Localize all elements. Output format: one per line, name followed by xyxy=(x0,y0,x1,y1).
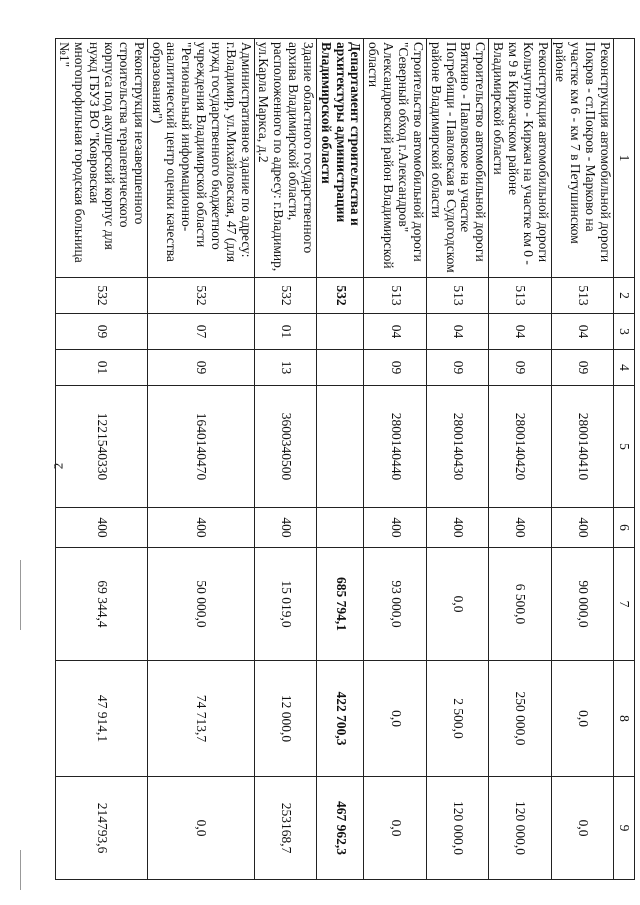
column-header: 1 xyxy=(614,39,635,278)
column-header: 5 xyxy=(614,386,635,508)
expense-type-cell: 400 xyxy=(426,508,488,548)
expense-type-cell: 400 xyxy=(489,508,551,548)
section-code-cell xyxy=(316,314,364,350)
table-row xyxy=(489,39,551,880)
object-name-cell: Строительство автомобильной дороги Вяткино - Павловское на участке Погребищи - Павловская в Судогодском районе Владимирской области xyxy=(426,39,488,278)
amount-cell-col7: 6 500,0 xyxy=(489,548,551,661)
amount-cell-col8: 0,0 xyxy=(364,661,426,777)
ministry-code-cell: 532 xyxy=(55,278,147,314)
column-header: 9 xyxy=(614,777,635,880)
scan-edge-mark xyxy=(20,850,21,890)
subsection-code-cell: 09 xyxy=(489,350,551,386)
expense-type-cell: 400 xyxy=(364,508,426,548)
department-total-row xyxy=(316,39,364,880)
department-name-cell: Департамент строительства и архитектуры администрации Владимирской области xyxy=(316,39,364,278)
scan-edge-mark xyxy=(20,560,21,630)
amount-cell-col9: 0,0 xyxy=(147,777,254,880)
table-row xyxy=(551,39,613,880)
amount-cell-col7: 50 000,0 xyxy=(147,548,254,661)
target-article-cell: 1221540330 xyxy=(55,386,147,508)
table-row xyxy=(254,39,316,880)
amount-cell-col7: 69 344,4 xyxy=(55,548,147,661)
expense-type-cell: 400 xyxy=(55,508,147,548)
expense-type-cell: 400 xyxy=(147,508,254,548)
section-code-cell: 04 xyxy=(551,314,613,350)
amount-cell-col8: 0,0 xyxy=(551,661,613,777)
amount-cell-col7: 90 000,0 xyxy=(551,548,613,661)
target-article-cell: 1640140470 xyxy=(147,386,254,508)
ministry-code-cell: 513 xyxy=(551,278,613,314)
column-header: 3 xyxy=(614,314,635,350)
subsection-code-cell: 09 xyxy=(551,350,613,386)
amount-cell-col9: 253168,7 xyxy=(254,777,316,880)
amount-cell-col9: 467 962,3 xyxy=(316,777,364,880)
amount-cell-col9: 0,0 xyxy=(551,777,613,880)
object-name-cell: Здание областного государственного архива Владимирской области, расположенного по адресу: г.Владимир, ул.Карла Маркса, д.2 xyxy=(254,39,316,278)
subsection-code-cell: 09 xyxy=(364,350,426,386)
amount-cell-col9: 0,0 xyxy=(364,777,426,880)
target-article-cell: 3600340500 xyxy=(254,386,316,508)
target-article-cell: 2800140430 xyxy=(426,386,488,508)
subsection-code-cell xyxy=(316,350,364,386)
table-row xyxy=(364,39,426,880)
subsection-code-cell: 01 xyxy=(55,350,147,386)
object-name-cell: Реконструкция незавершенного строительства терапевтического корпуса под акушерский корпус для нужд ГБУЗ ВО "Ковровская многопрофильная городская больница №1" xyxy=(55,39,147,278)
object-name-cell: Строительство автомобильной дороги "Северный обход г.Александров" Александровский район Владимирской области xyxy=(364,39,426,278)
ministry-code-cell: 532 xyxy=(147,278,254,314)
subsection-code-cell: 13 xyxy=(254,350,316,386)
expense-type-cell xyxy=(316,508,364,548)
table-header-row xyxy=(614,39,635,880)
target-article-cell: 2800140410 xyxy=(551,386,613,508)
section-code-cell: 09 xyxy=(55,314,147,350)
object-name-cell: Реконструкция автомобильной дороги Кольчугино - Киржач на участке км 0 - км 9 в Киржачском районе Владимирской области xyxy=(489,39,551,278)
column-header: 4 xyxy=(614,350,635,386)
target-article-cell: 2800140440 xyxy=(364,386,426,508)
column-header: 2 xyxy=(614,278,635,314)
column-header: 7 xyxy=(614,548,635,661)
column-header: 6 xyxy=(614,508,635,548)
ministry-code-cell: 513 xyxy=(489,278,551,314)
budget-table xyxy=(55,38,635,880)
section-code-cell: 04 xyxy=(364,314,426,350)
target-article-cell xyxy=(316,386,364,508)
target-article-cell: 2800140420 xyxy=(489,386,551,508)
object-name-cell: Административное здание по адресу: г.Владимир, ул.Михайловская, 47 (для нужд государственного бюджетного учреждения Владимирской области "Региональный информационно-аналитический центр оценки качества образования") xyxy=(147,39,254,278)
amount-cell-col8: 12 000,0 xyxy=(254,661,316,777)
amount-cell-col9: 214793,6 xyxy=(55,777,147,880)
ministry-code-cell: 532 xyxy=(254,278,316,314)
column-header: 8 xyxy=(614,661,635,777)
amount-cell-col8: 422 700,3 xyxy=(316,661,364,777)
amount-cell-col7: 0,0 xyxy=(426,548,488,661)
object-name-cell: Реконструкция автомобильной дороги Покров - ст.Покров - Марково на участке км 6 - км 7 в Петушинском районе xyxy=(551,39,613,278)
table-row xyxy=(55,39,147,880)
ministry-code-cell: 513 xyxy=(364,278,426,314)
subsection-code-cell: 09 xyxy=(147,350,254,386)
amount-cell-col8: 250 000,0 xyxy=(489,661,551,777)
amount-cell-col7: 685 794,1 xyxy=(316,548,364,661)
budget-table-sheet xyxy=(57,38,635,879)
ministry-code-cell: 513 xyxy=(426,278,488,314)
amount-cell-col7: 93 000,0 xyxy=(364,548,426,661)
section-code-cell: 07 xyxy=(147,314,254,350)
amount-cell-col8: 74 713,7 xyxy=(147,661,254,777)
amount-cell-col9: 120 000,0 xyxy=(426,777,488,880)
subsection-code-cell: 09 xyxy=(426,350,488,386)
expense-type-cell: 400 xyxy=(551,508,613,548)
amount-cell-col9: 120 000,0 xyxy=(489,777,551,880)
page-number: 2 xyxy=(50,462,66,470)
table-row xyxy=(426,39,488,880)
amount-cell-col8: 2 500,0 xyxy=(426,661,488,777)
amount-cell-col8: 47 914,1 xyxy=(55,661,147,777)
amount-cell-col7: 15 019,0 xyxy=(254,548,316,661)
expense-type-cell: 400 xyxy=(254,508,316,548)
ministry-code-cell: 532 xyxy=(316,278,364,314)
table-row xyxy=(147,39,254,880)
section-code-cell: 01 xyxy=(254,314,316,350)
section-code-cell: 04 xyxy=(489,314,551,350)
section-code-cell: 04 xyxy=(426,314,488,350)
